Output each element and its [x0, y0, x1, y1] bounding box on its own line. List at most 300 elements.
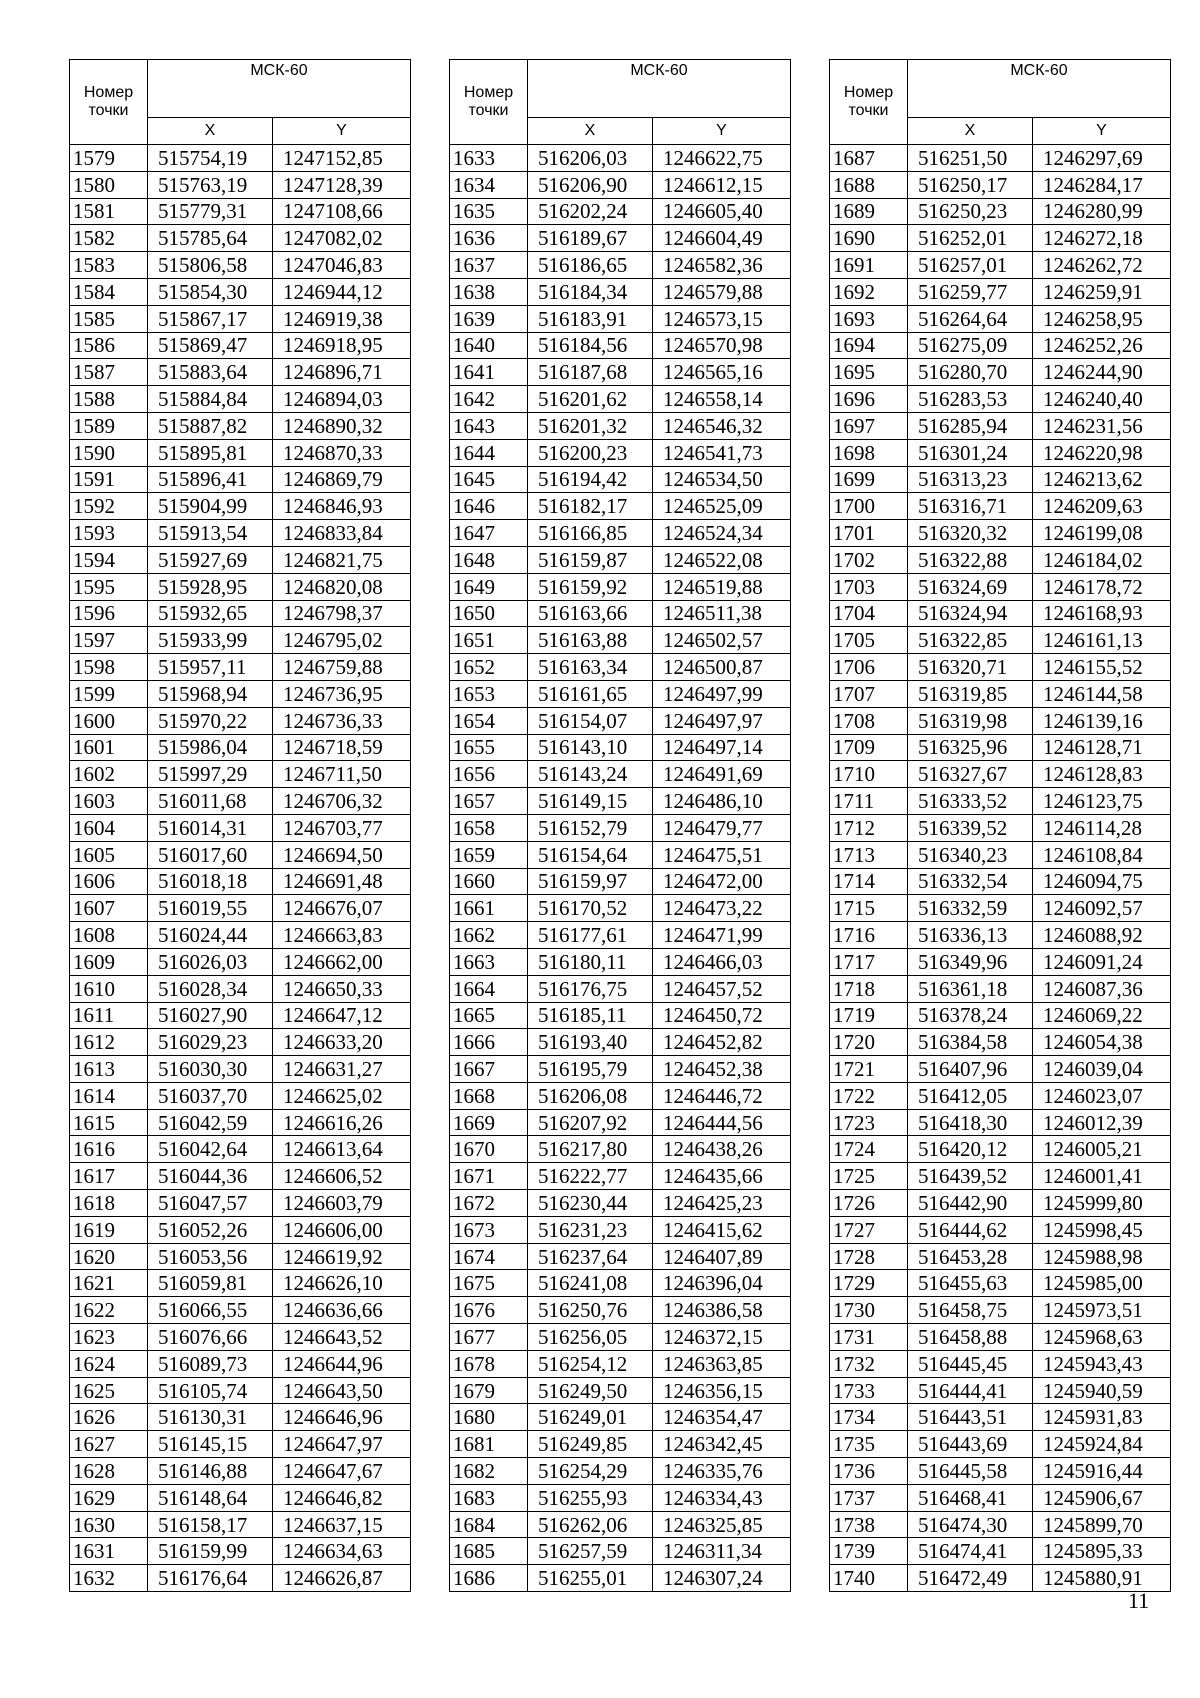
x-coordinate-cell: 516170,52: [528, 895, 653, 922]
y-coordinate-cell: 1246155,52: [1033, 654, 1171, 681]
y-coordinate-cell: 1246168,93: [1033, 600, 1171, 627]
table-row: [70, 895, 411, 922]
table-row: [70, 948, 411, 975]
x-coordinate-cell: 516301,24: [908, 439, 1033, 466]
y-coordinate-cell: 1246626,87: [273, 1565, 411, 1592]
table-row: [70, 1538, 411, 1565]
x-coordinate-cell: 515785,64: [148, 225, 273, 252]
y-coordinate-cell: 1246325,85: [653, 1511, 791, 1538]
table-row: [70, 1029, 411, 1056]
x-coordinate-cell: 516206,03: [528, 145, 653, 172]
point-number-cell: 1643: [450, 412, 528, 439]
y-coordinate-cell: 1246486,10: [653, 788, 791, 815]
table-row: [450, 225, 791, 252]
table-row: [70, 1056, 411, 1083]
point-number-cell: 1619: [70, 1216, 148, 1243]
x-coordinate-cell: 516014,31: [148, 814, 273, 841]
y-coordinate-cell: 1246646,96: [273, 1404, 411, 1431]
x-coordinate-cell: 516231,23: [528, 1216, 653, 1243]
x-coordinate-cell: 516053,56: [148, 1243, 273, 1270]
table-row: [830, 922, 1171, 949]
x-coordinate-cell: 516474,30: [908, 1511, 1033, 1538]
x-coordinate-cell: 516052,26: [148, 1216, 273, 1243]
point-number-cell: 1722: [830, 1082, 908, 1109]
x-coordinate-cell: 516159,92: [528, 573, 653, 600]
y-coordinate-cell: 1246272,18: [1033, 225, 1171, 252]
point-number-cell: 1600: [70, 707, 148, 734]
x-coordinate-cell: 516130,31: [148, 1404, 273, 1431]
y-coordinate-cell: 1247152,85: [273, 145, 411, 172]
x-coordinate-cell: 516042,64: [148, 1136, 273, 1163]
x-coordinate-cell: 516044,36: [148, 1163, 273, 1190]
table-row: [830, 1377, 1171, 1404]
table-row: [830, 225, 1171, 252]
table-row: [70, 680, 411, 707]
x-coordinate-cell: 516193,40: [528, 1029, 653, 1056]
x-coordinate-cell: 515927,69: [148, 546, 273, 573]
point-number-cell: 1659: [450, 841, 528, 868]
x-coordinate-cell: 516455,63: [908, 1270, 1033, 1297]
point-number-cell: 1719: [830, 1002, 908, 1029]
table-row: [70, 225, 411, 252]
table-row: [450, 1190, 791, 1217]
table-row: [450, 788, 791, 815]
y-coordinate-cell: 1246633,20: [273, 1029, 411, 1056]
x-coordinate-cell: 516254,29: [528, 1458, 653, 1485]
y-coordinate-cell: 1245924,84: [1033, 1431, 1171, 1458]
table-row: [450, 1136, 791, 1163]
x-coordinate-cell: 515895,81: [148, 439, 273, 466]
y-coordinate-cell: 1246108,84: [1033, 841, 1171, 868]
point-number-cell: 1726: [830, 1190, 908, 1217]
y-coordinate-cell: 1246534,50: [653, 466, 791, 493]
table-row: [830, 841, 1171, 868]
y-column-header: Y: [1033, 117, 1171, 144]
point-number-cell: 1590: [70, 439, 148, 466]
y-coordinate-cell: 1246407,89: [653, 1243, 791, 1270]
point-number-cell: 1681: [450, 1431, 528, 1458]
y-coordinate-cell: 1246457,52: [653, 975, 791, 1002]
x-coordinate-cell: 516018,18: [148, 868, 273, 895]
y-coordinate-cell: 1246497,97: [653, 707, 791, 734]
table-row: [70, 654, 411, 681]
coordinate-system-header: МСК-60: [908, 60, 1171, 118]
table-row: [830, 734, 1171, 761]
y-coordinate-cell: 1245906,67: [1033, 1484, 1171, 1511]
point-number-cell: 1705: [830, 627, 908, 654]
x-coordinate-cell: 515997,29: [148, 761, 273, 788]
x-coordinate-cell: 516275,09: [908, 332, 1033, 359]
y-coordinate-cell: 1246798,37: [273, 600, 411, 627]
x-coordinate-cell: 515867,17: [148, 305, 273, 332]
table-row: [70, 145, 411, 172]
table-row: [830, 788, 1171, 815]
x-coordinate-cell: 516166,85: [528, 520, 653, 547]
table-row: [70, 386, 411, 413]
point-number-cell: 1727: [830, 1216, 908, 1243]
x-coordinate-cell: 515887,82: [148, 412, 273, 439]
table-row: [830, 1163, 1171, 1190]
table-row: [830, 546, 1171, 573]
table-row: [450, 1511, 791, 1538]
table-row: [70, 493, 411, 520]
table-row: [830, 1190, 1171, 1217]
x-coordinate-cell: 516030,30: [148, 1056, 273, 1083]
y-coordinate-cell: 1246718,59: [273, 734, 411, 761]
x-coordinate-cell: 516189,67: [528, 225, 653, 252]
y-coordinate-cell: 1246694,50: [273, 841, 411, 868]
table-row: [70, 252, 411, 279]
x-coordinate-cell: 515763,19: [148, 171, 273, 198]
x-coordinate-cell: 516182,17: [528, 493, 653, 520]
table-row: [450, 680, 791, 707]
y-coordinate-cell: 1246833,84: [273, 520, 411, 547]
table-row: [70, 734, 411, 761]
x-coordinate-cell: 515970,22: [148, 707, 273, 734]
x-coordinate-cell: 516217,80: [528, 1136, 653, 1163]
table-row: [70, 975, 411, 1002]
y-coordinate-cell: 1246123,75: [1033, 788, 1171, 815]
y-coordinate-cell: 1246579,88: [653, 278, 791, 305]
y-coordinate-cell: 1246647,12: [273, 1002, 411, 1029]
y-coordinate-cell: 1246646,82: [273, 1484, 411, 1511]
point-number-cell: 1666: [450, 1029, 528, 1056]
y-coordinate-cell: 1246869,79: [273, 466, 411, 493]
x-coordinate-cell: 516257,59: [528, 1538, 653, 1565]
table-row: [450, 1056, 791, 1083]
x-coordinate-cell: 516322,88: [908, 546, 1033, 573]
x-coordinate-cell: 516444,41: [908, 1377, 1033, 1404]
table-row: [70, 1163, 411, 1190]
point-number-cell: 1693: [830, 305, 908, 332]
table-row: [830, 1538, 1171, 1565]
table-row: [830, 1056, 1171, 1083]
table-row: [830, 975, 1171, 1002]
x-coordinate-cell: 516148,64: [148, 1484, 273, 1511]
x-coordinate-cell: 516159,99: [148, 1538, 273, 1565]
point-number-cell: 1682: [450, 1458, 528, 1485]
y-coordinate-cell: 1246297,69: [1033, 145, 1171, 172]
point-number-cell: 1650: [450, 600, 528, 627]
point-number-cell: 1608: [70, 922, 148, 949]
x-coordinate-cell: 516254,12: [528, 1350, 653, 1377]
point-number-cell: 1614: [70, 1082, 148, 1109]
point-number-cell: 1628: [70, 1458, 148, 1485]
table-row: [830, 305, 1171, 332]
point-number-cell: 1617: [70, 1163, 148, 1190]
y-coordinate-cell: 1246613,64: [273, 1136, 411, 1163]
x-coordinate-cell: 516443,69: [908, 1431, 1033, 1458]
y-coordinate-cell: 1246213,62: [1033, 466, 1171, 493]
x-coordinate-cell: 516445,58: [908, 1458, 1033, 1485]
point-number-cell: 1594: [70, 546, 148, 573]
table-row: [830, 1511, 1171, 1538]
x-coordinate-cell: 516259,77: [908, 278, 1033, 305]
table-row: [830, 761, 1171, 788]
x-coordinate-cell: 516264,64: [908, 305, 1033, 332]
x-coordinate-cell: 516332,54: [908, 868, 1033, 895]
x-coordinate-cell: 515869,47: [148, 332, 273, 359]
table-row: [830, 171, 1171, 198]
x-coordinate-cell: 516152,79: [528, 814, 653, 841]
point-number-cell: 1732: [830, 1350, 908, 1377]
table-row: [830, 868, 1171, 895]
point-number-cell: 1704: [830, 600, 908, 627]
y-coordinate-cell: 1246114,28: [1033, 814, 1171, 841]
point-number-cell: 1701: [830, 520, 908, 547]
point-number-cell: 1687: [830, 145, 908, 172]
table-row: [70, 707, 411, 734]
x-coordinate-cell: 516378,24: [908, 1002, 1033, 1029]
x-coordinate-cell: 516283,53: [908, 386, 1033, 413]
table-row: [830, 895, 1171, 922]
y-coordinate-cell: 1246258,95: [1033, 305, 1171, 332]
x-coordinate-cell: 516027,90: [148, 1002, 273, 1029]
table-row: [450, 1243, 791, 1270]
point-number-cell: 1631: [70, 1538, 148, 1565]
table-row: [70, 1404, 411, 1431]
table-row: [70, 278, 411, 305]
point-number-cell: 1620: [70, 1243, 148, 1270]
x-coordinate-cell: 516458,75: [908, 1297, 1033, 1324]
x-coordinate-cell: 515884,84: [148, 386, 273, 413]
x-coordinate-cell: 516316,71: [908, 493, 1033, 520]
y-coordinate-cell: 1245988,98: [1033, 1243, 1171, 1270]
x-coordinate-cell: 516472,49: [908, 1565, 1033, 1592]
y-coordinate-cell: 1246582,36: [653, 252, 791, 279]
x-coordinate-cell: 516407,96: [908, 1056, 1033, 1083]
point-number-cell: 1593: [70, 520, 148, 547]
x-coordinate-cell: 516183,91: [528, 305, 653, 332]
point-number-cell: 1708: [830, 707, 908, 734]
x-coordinate-cell: 516184,56: [528, 332, 653, 359]
table-row: [70, 1190, 411, 1217]
point-number-cell: 1658: [450, 814, 528, 841]
x-coordinate-cell: 516145,15: [148, 1431, 273, 1458]
x-coordinate-cell: 516154,07: [528, 707, 653, 734]
table-row: [450, 332, 791, 359]
table-row: [830, 1270, 1171, 1297]
y-coordinate-cell: 1246662,00: [273, 948, 411, 975]
point-number-cell: 1711: [830, 788, 908, 815]
point-number-cell: 1696: [830, 386, 908, 413]
point-number-cell: 1661: [450, 895, 528, 922]
point-number-cell: 1690: [830, 225, 908, 252]
coordinates-table-1: [69, 59, 411, 1592]
x-coordinate-cell: 516336,13: [908, 922, 1033, 949]
table-row: [450, 1270, 791, 1297]
x-coordinate-cell: 516017,60: [148, 841, 273, 868]
y-coordinate-cell: 1246616,26: [273, 1109, 411, 1136]
point-number-cell: 1634: [450, 171, 528, 198]
point-number-cell: 1601: [70, 734, 148, 761]
point-number-cell: 1657: [450, 788, 528, 815]
point-number-cell: 1581: [70, 198, 148, 225]
y-coordinate-cell: 1246643,50: [273, 1377, 411, 1404]
x-coordinate-cell: 516161,65: [528, 680, 653, 707]
table-row: [830, 1216, 1171, 1243]
x-coordinate-cell: 515932,65: [148, 600, 273, 627]
table-row: [70, 761, 411, 788]
table-row: [70, 1297, 411, 1324]
table-row: [70, 520, 411, 547]
table-row: [70, 627, 411, 654]
x-coordinate-cell: 516249,85: [528, 1431, 653, 1458]
table-row: [450, 1377, 791, 1404]
x-coordinate-cell: 516474,41: [908, 1538, 1033, 1565]
y-coordinate-cell: 1246178,72: [1033, 573, 1171, 600]
y-coordinate-cell: 1246252,26: [1033, 332, 1171, 359]
y-coordinate-cell: 1246054,38: [1033, 1029, 1171, 1056]
table-row: [830, 1082, 1171, 1109]
point-number-cell: 1697: [830, 412, 908, 439]
x-coordinate-cell: 516319,98: [908, 707, 1033, 734]
table-row: [70, 305, 411, 332]
y-coordinate-cell: 1246650,33: [273, 975, 411, 1002]
x-coordinate-cell: 516222,77: [528, 1163, 653, 1190]
y-coordinate-cell: 1246918,95: [273, 332, 411, 359]
x-coordinate-cell: 516257,01: [908, 252, 1033, 279]
point-number-cell: 1646: [450, 493, 528, 520]
y-coordinate-cell: 1246606,00: [273, 1216, 411, 1243]
table-row: [450, 278, 791, 305]
y-coordinate-cell: 1247128,39: [273, 171, 411, 198]
table-row: [70, 198, 411, 225]
point-number-cell: 1662: [450, 922, 528, 949]
y-coordinate-cell: 1246240,40: [1033, 386, 1171, 413]
x-coordinate-cell: 516339,52: [908, 814, 1033, 841]
point-number-cell: 1672: [450, 1190, 528, 1217]
y-coordinate-cell: 1246231,56: [1033, 412, 1171, 439]
x-coordinate-cell: 516325,96: [908, 734, 1033, 761]
table-row: [450, 1082, 791, 1109]
point-number-cell: 1610: [70, 975, 148, 1002]
table-row: [70, 922, 411, 949]
point-number-cell: 1587: [70, 359, 148, 386]
point-number-cell: 1583: [70, 252, 148, 279]
point-number-cell: 1736: [830, 1458, 908, 1485]
y-coordinate-cell: 1246088,92: [1033, 922, 1171, 949]
y-coordinate-cell: 1246619,92: [273, 1243, 411, 1270]
table-row: [830, 386, 1171, 413]
x-coordinate-cell: 515904,99: [148, 493, 273, 520]
y-coordinate-cell: 1246676,07: [273, 895, 411, 922]
y-coordinate-cell: 1246128,83: [1033, 761, 1171, 788]
table-row: [450, 412, 791, 439]
point-number-cell: 1734: [830, 1404, 908, 1431]
x-coordinate-cell: 516019,55: [148, 895, 273, 922]
table-row: [450, 1458, 791, 1485]
point-number-cell: 1712: [830, 814, 908, 841]
x-coordinate-cell: 516262,06: [528, 1511, 653, 1538]
point-number-cell: 1716: [830, 922, 908, 949]
table-row: [450, 1163, 791, 1190]
x-coordinate-cell: 516322,85: [908, 627, 1033, 654]
x-coordinate-cell: 516176,75: [528, 975, 653, 1002]
table-row: [70, 573, 411, 600]
table-row: [830, 1565, 1171, 1592]
y-coordinate-cell: 1246425,23: [653, 1190, 791, 1217]
table-row: [830, 627, 1171, 654]
point-number-cell: 1580: [70, 171, 148, 198]
table-row: [450, 654, 791, 681]
y-coordinate-cell: 1246570,98: [653, 332, 791, 359]
y-coordinate-cell: 1246736,33: [273, 707, 411, 734]
table-row: [70, 332, 411, 359]
y-coordinate-cell: 1245943,43: [1033, 1350, 1171, 1377]
y-coordinate-cell: 1246500,87: [653, 654, 791, 681]
x-coordinate-cell: 516159,87: [528, 546, 653, 573]
table-row: [830, 332, 1171, 359]
x-coordinate-cell: 516443,51: [908, 1404, 1033, 1431]
x-coordinate-cell: 516333,52: [908, 788, 1033, 815]
x-coordinate-cell: 516250,76: [528, 1297, 653, 1324]
point-number-cell: 1668: [450, 1082, 528, 1109]
point-number-cell: 1648: [450, 546, 528, 573]
y-coordinate-cell: 1246262,72: [1033, 252, 1171, 279]
point-number-cell: 1656: [450, 761, 528, 788]
y-coordinate-cell: 1246354,47: [653, 1404, 791, 1431]
table-row: [830, 948, 1171, 975]
table-row: [450, 305, 791, 332]
y-coordinate-cell: 1245940,59: [1033, 1377, 1171, 1404]
table-row: [830, 814, 1171, 841]
x-coordinate-cell: 516029,23: [148, 1029, 273, 1056]
table-row: [450, 975, 791, 1002]
y-coordinate-cell: 1246625,02: [273, 1082, 411, 1109]
y-coordinate-cell: 1245985,00: [1033, 1270, 1171, 1297]
table-row: [450, 1404, 791, 1431]
table-row: [450, 1538, 791, 1565]
x-coordinate-cell: 516047,57: [148, 1190, 273, 1217]
point-number-cell: 1709: [830, 734, 908, 761]
y-coordinate-cell: 1246220,98: [1033, 439, 1171, 466]
point-number-cell: 1604: [70, 814, 148, 841]
x-coordinate-cell: 516439,52: [908, 1163, 1033, 1190]
y-coordinate-cell: 1246450,72: [653, 1002, 791, 1029]
table-row: [450, 841, 791, 868]
point-number-cell: 1702: [830, 546, 908, 573]
y-coordinate-cell: 1246144,58: [1033, 680, 1171, 707]
y-coordinate-cell: 1246759,88: [273, 654, 411, 681]
x-coordinate-cell: 516349,96: [908, 948, 1033, 975]
y-coordinate-cell: 1246546,32: [653, 412, 791, 439]
y-coordinate-cell: 1246094,75: [1033, 868, 1171, 895]
table-row: [450, 171, 791, 198]
x-coordinate-cell: 516320,32: [908, 520, 1033, 547]
x-coordinate-cell: 516163,88: [528, 627, 653, 654]
point-number-cell: 1602: [70, 761, 148, 788]
x-coordinate-cell: 516324,94: [908, 600, 1033, 627]
point-number-cell: 1654: [450, 707, 528, 734]
y-coordinate-cell: 1246335,76: [653, 1458, 791, 1485]
point-number-cell: 1676: [450, 1297, 528, 1324]
x-coordinate-cell: 516251,50: [908, 145, 1033, 172]
point-number-cell: 1686: [450, 1565, 528, 1592]
y-coordinate-cell: 1246626,10: [273, 1270, 411, 1297]
y-coordinate-cell: 1247108,66: [273, 198, 411, 225]
table-row: [830, 573, 1171, 600]
y-coordinate-cell: 1246612,15: [653, 171, 791, 198]
table-row: [450, 948, 791, 975]
y-coordinate-cell: 1246087,36: [1033, 975, 1171, 1002]
point-number-cell: 1640: [450, 332, 528, 359]
y-coordinate-cell: 1246622,75: [653, 145, 791, 172]
x-coordinate-cell: 516154,64: [528, 841, 653, 868]
x-coordinate-cell: 516200,23: [528, 439, 653, 466]
table-row: [830, 1109, 1171, 1136]
table-row: [450, 386, 791, 413]
